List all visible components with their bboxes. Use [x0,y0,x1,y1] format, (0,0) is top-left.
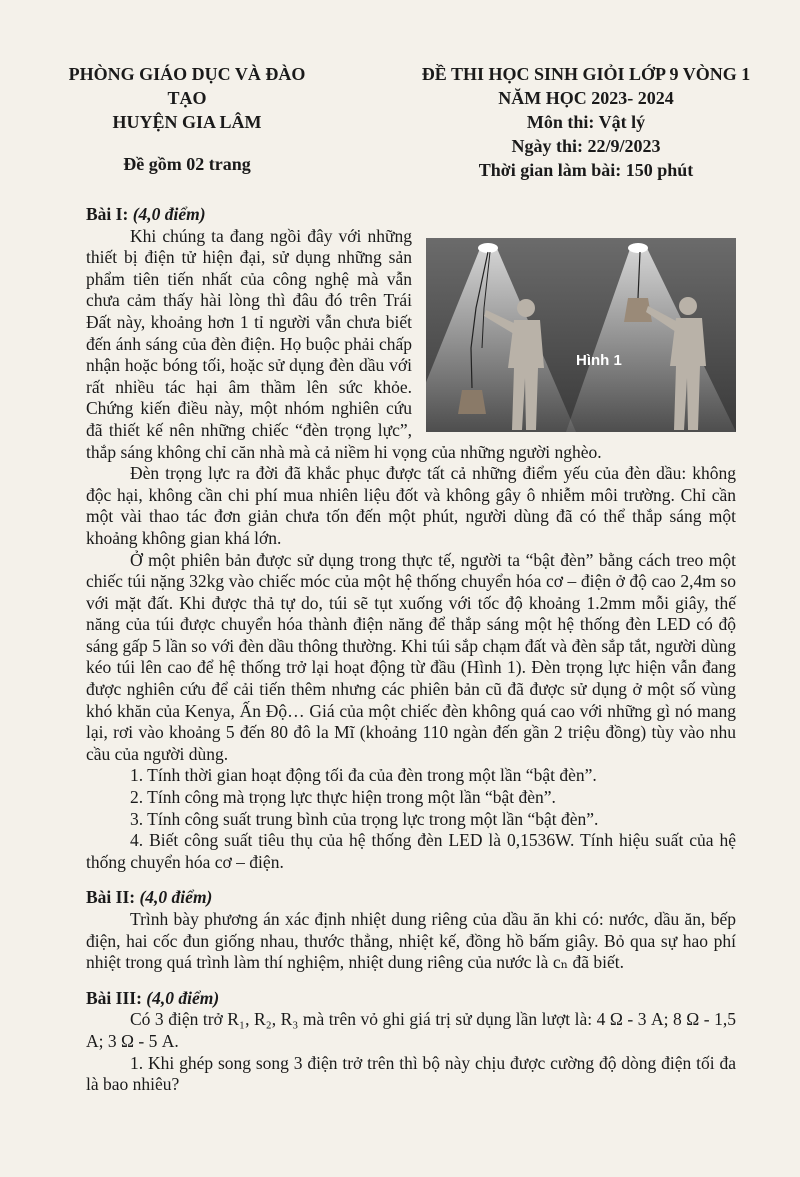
subject: Môn thi: Vật lý [526,112,646,132]
gravity-light-illustration [426,238,736,432]
section-2-paragraph: Trình bày phương án xác định nhiệt dung riêng của dầu ăn khi có: nước, dầu ăn, bếp điện, hai cốc đun giống nhau, thước thẳng, nhiệt kế, đồng hồ bấm giây. Bỏ qua sự hao phí nhiệt trong quá trình làm thí nghiệm, nhiệt dung riêng của nước là cₙ đã biết. [86,909,736,973]
section-3-question: 1. Khi ghép song song 3 điện trở trên thì bộ này chịu được cường độ dòng điện tối đa là bao nhiêu? [86,1052,736,1095]
section-1-paragraph: Ở một phiên bản được sử dụng trong thực tế, người ta “bật đèn” bằng cách treo một chiếc túi nặng 32kg vào chiếc móc của một hệ thống chuyển hóa cơ – điện ở độ cao 2,4m so với mặt đất. Khi được thả tự do, túi sẽ tụt xuống với tốc độ khoảng 1.2mm mỗi giây, thế năng của túi được chuyển hóa thành điện năng để thắp sáng một hệ thống đèn LED có độ sáng gấp 5 lần so với đèn dầu thông thường. Khi túi sắp chạm đất và đèn sắp tắt, người dùng kéo túi lên cao để hệ thống trở lại hoạt động từ đầu (Hình 1). Đèn trọng lực hiện vẫn đang được nghiên cứu để cải tiến thêm nhưng các phiên bản cũ đã được sử dụng ở một số vùng khó khăn của Kenya, Ấn Độ… Giá của một chiếc đèn không quá cao với những gì nó mang lại, rơi vào khoảng 5 đến 80 đô la Mĩ (khoảng 110 ngàn đến gần 2 triệu đồng) tùy vào nhu cầu của người dùng. [86,549,736,764]
lamp-right-icon [628,243,648,253]
section-1-paragraph: Khi chúng ta đang ngồi đây với những thiết bị điện tử hiện đại, sử dụng những sản phẩm tiên tiến nhất của công nghệ mà vẫn chưa cảm thấy hài lòng thì đâu đó trên Trái Đất này, khoảng hơn 1 tỉ người vẫn chưa biết đến ánh sáng của đèn điện. Họ buộc phải chấp nhận hoặc bóng tối, hoặc sử dụng đèn dầu với rất nhiều tác hại âm thầm lên sức khỏe. Chứng kiến điều này, một nhóm nghiên cứu đã thiết kế nên những chiếc “đèn trọng lực”, thắp sáng không chỉ căn nhà mà cả niềm hi vọng của những người nghèo. [86,225,602,462]
section-3-heading [86,988,736,1010]
section-3-title: Bài III: [86,987,142,1008]
section-2-heading [86,887,736,909]
section-1-title: Bài I: [86,204,129,224]
section-1-question: 3. Tính công suất trung bình của trọng lực trong một lần “bật đèn”. [130,808,599,829]
section-1-heading [86,204,736,226]
figure-gravity-light [426,238,736,432]
lamp-left-icon [478,243,498,253]
section-3-paragraph: Có 3 điện trở R₁, R₂, R₃ mà trên vỏ ghi giá trị sử dụng lần lượt là: 4 Ω - 3 A; 8 Ω - 1,5 A; 3 Ω - 5 A. [86,1009,736,1051]
department-name: PHÒNG GIÁO DỤC VÀ ĐÀO TẠO [68,64,306,108]
section-1-question: 1. Tính thời gian hoạt động tối đa của đèn trong một lần “bật đèn”. [130,765,597,786]
section-1-question: 4. Biết công suất tiêu thụ của hệ thống đèn LED là 0,1536W. Tính hiệu suất của hệ thống chuyển hóa cơ – điện. [86,830,736,872]
figure-label: Hình 1 [576,351,622,369]
section-2-title: Bài II: [86,887,136,908]
weight-bag-left-icon [458,390,486,414]
school-year: NĂM HỌC 2023- 2024 [498,88,674,108]
section-3-points: (4,0 điểm) [146,987,220,1008]
section-1-points: (4,0 điểm) [132,204,206,224]
exam-date: Ngày thi: 22/9/2023 [511,136,661,156]
section-2-points: (4,0 điểm) [139,887,213,908]
page-count: Đề gồm 02 trang [123,154,251,174]
exam-body [86,204,736,1096]
header-right [396,62,776,182]
exam-title: ĐỀ THI HỌC SINH GIỎI LỚP 9 VÒNG 1 [421,64,751,84]
district-name: HUYỆN GIA LÂM [112,112,262,132]
exam-duration: Thời gian làm bài: 150 phút [478,160,694,180]
section-1-question: 2. Tính công mà trọng lực thực hiện trong một lần “bật đèn”. [130,787,556,808]
header-left [62,62,312,176]
section-1-paragraph: Đèn trọng lực ra đời đã khắc phục được tất cả những điểm yếu của đèn dầu: không độc hại, không cần chi phí mua nhiên liệu đốt và không gây ô nhiễm môi trường. Chỉ cần một vài thao tác đơn giản chưa tốn đến một phút, người dùng đã có thể thắp sáng một khoảng không gian khá lớn. [86,463,736,548]
